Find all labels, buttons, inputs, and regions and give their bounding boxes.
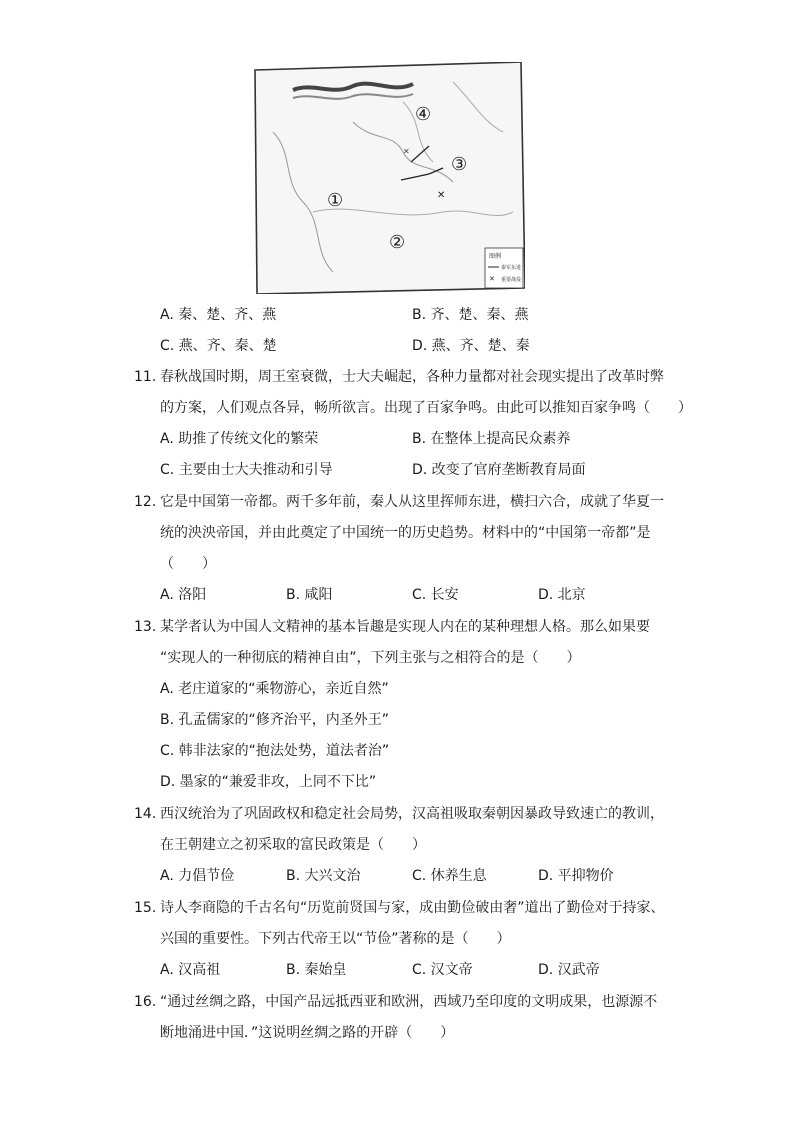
map-label-3: ③ [451,154,468,175]
q11-option-b[interactable]: B. 在整体上提高民众素养 [412,431,571,447]
q13-option-c[interactable]: C. 韩非法家的“抱法处势，道法者治” [160,743,390,759]
q15-stem-line-2: 兴国的重要性。下列古代帝王以“节俭”著称的是（ ） [160,931,511,947]
q14-number: 14. [134,806,157,822]
q16-stem-line-1: “通过丝绸之路，中国产品远抵西亚和欧洲，西域乃至印度的文明成果，也源源不 [160,994,658,1010]
q14-option-d[interactable]: D. 平抑物价 [538,868,614,884]
q15-stem-line-1: 诗人李商隐的千古名句“历览前贤国与家，成由勤俭破由奢”道出了勤俭对于持家、 [160,900,665,916]
svg-text:✕: ✕ [437,190,446,201]
q10-option-b[interactable]: B. 齐、楚、秦、燕 [412,307,529,323]
q14-option-c[interactable]: C. 休养生息 [412,868,487,884]
q12-stem-line-3: （ ） [160,556,216,572]
q12-option-a[interactable]: A. 洛阳 [160,587,207,603]
q10-option-d[interactable]: D. 燕、齐、楚、秦 [412,338,530,354]
q13-number: 13. [134,619,157,635]
q11-option-c[interactable]: C. 主要由士大夫推动和引导 [160,462,333,478]
q16-stem-line-2: 断地涌进中国．”这说明丝绸之路的开辟（ ） [160,1025,455,1041]
q12-number: 12. [134,494,157,510]
q11-option-a[interactable]: A. 助推了传统文化的繁荣 [160,431,319,447]
q12-option-b[interactable]: B. 咸阳 [286,587,333,603]
q12-stem-line-1: 它是中国第一帝都。两千多年前，秦人从这里挥师东进，横扫六合，成就了华夏一 [160,494,664,510]
q11-number: 11. [134,369,157,385]
svg-text:✕: ✕ [489,275,495,283]
q11-option-d[interactable]: D. 改变了官府垄断教育局面 [412,462,586,478]
svg-text:✕: ✕ [403,147,410,156]
q16-number: 16. [134,994,157,1010]
map-legend-march: 秦军东进 [501,265,522,271]
map-label-4: ④ [415,104,432,125]
q13-stem-line-2: “实现人的一种彻底的精神自由”，下列主张与之相符合的是（ ） [160,650,581,666]
q12-stem-line-2: 统的泱泱帝国，并由此奠定了中国统一的历史趋势。材料中的“中国第一帝都”是 [160,525,651,541]
q15-option-d[interactable]: D. 汉武帝 [538,962,600,978]
q14-option-b[interactable]: B. 大兴文治 [286,868,361,884]
map-label-1: ① [327,190,344,211]
q11-stem-line-2: 的方案，人们观点各异，畅所欲言。出现了百家争鸣。由此可以推知百家争鸣（ ） [160,400,692,416]
q12-option-d[interactable]: D. 北京 [538,587,586,603]
q15-number: 15. [134,900,157,916]
q11-stem-line-1: 春秋战国时期，周王室衰微，士大夫崛起，各种力量都对社会现实提出了改革时弊 [160,369,664,385]
q10-option-c[interactable]: C. 燕、齐、秦、楚 [160,338,277,354]
map-legend-title: 图例 [489,253,502,260]
q15-option-a[interactable]: A. 汉高祖 [160,962,221,978]
q13-option-a[interactable]: A. 老庄道家的“乘物游心，亲近自然” [160,681,389,697]
q14-stem-line-2: 在王朝建立之初采取的富民政策是（ ） [160,837,426,853]
q13-option-d[interactable]: D. 墨家的“兼爱非攻，上同不下比” [160,774,377,790]
map-legend-battle: 重要战役 [501,277,522,283]
q12-option-c[interactable]: C. 长安 [412,587,459,603]
q15-option-b[interactable]: B. 秦始皇 [286,962,347,978]
map-label-2: ② [389,232,406,253]
q10-option-a[interactable]: A. 秦、楚、齐、燕 [160,307,277,323]
q14-option-a[interactable]: A. 力倡节俭 [160,868,235,884]
q15-option-c[interactable]: C. 汉文帝 [412,962,473,978]
q13-stem-line-1: 某学者认为中国人文精神的基本旨趣是实现人内在的某种理想人格。那么如果要 [160,619,650,635]
q14-stem-line-1: 西汉统治为了巩固政权和稳定社会局势，汉高祖吸取秦朝因暴政导致速亡的教训， [160,806,664,822]
historical-map-figure [253,62,525,294]
q13-option-b[interactable]: B. 孔孟儒家的“修齐治平，内圣外王” [160,712,390,728]
